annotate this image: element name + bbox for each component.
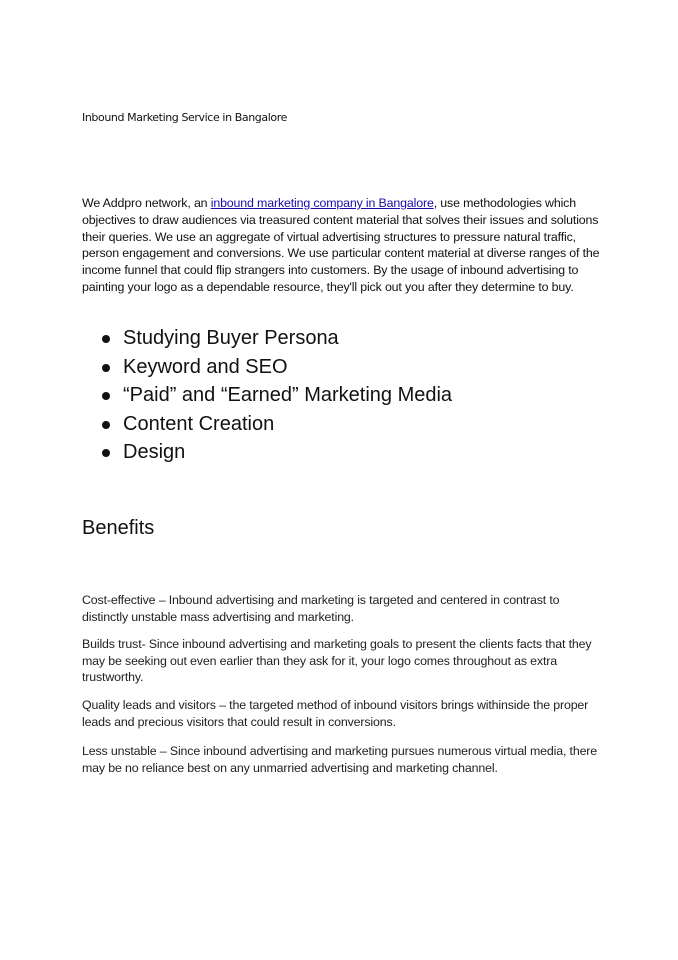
bullet-icon xyxy=(102,449,110,457)
benefit-paragraph: Less unstable – Since inbound advertising and marketing pursues numerous virtual media, there may be no reliance best on any unmarried advertising and marketing channel. xyxy=(82,744,598,775)
benefit-paragraph: Cost-effective – Inbound advertising and marketing is targeted and centered in contrast to distinctly unstable mass advertising and marketing. xyxy=(82,593,560,624)
list-item xyxy=(82,324,452,353)
benefits-heading: Benefits xyxy=(82,517,155,539)
bullet-icon xyxy=(102,364,110,372)
document-title: Inbound Marketing Service in Bangalore xyxy=(82,111,287,124)
bullet-icon xyxy=(102,335,110,343)
benefit-paragraph: Builds trust- Since inbound advertising and marketing goals to present the clients facts that they may be seeking out even earlier than they ask for it, your logo comes throughout as extra trustworthy. xyxy=(82,637,592,684)
intro-paragraph xyxy=(82,195,602,296)
intro-text-start: We Addpro network, an xyxy=(82,196,211,210)
list-item xyxy=(82,410,452,439)
bullet-icon xyxy=(102,392,110,400)
benefit-paragraph: Quality leads and visitors – the targeted method of inbound visitors brings withinside the proper leads and precious visitors that could result in conversions. xyxy=(82,698,589,729)
service-label: Studying Buyer Persona xyxy=(123,327,339,349)
list-item xyxy=(82,438,452,467)
service-label: “Paid” and “Earned” Marketing Media xyxy=(123,384,453,406)
service-label: Content Creation xyxy=(123,412,275,435)
service-label: Design xyxy=(123,441,186,463)
service-label: Keyword and SEO xyxy=(123,355,288,378)
list-item xyxy=(82,353,452,382)
services-list xyxy=(82,324,452,467)
inbound-marketing-link[interactable]: inbound marketing company in Bangalore xyxy=(210,196,434,210)
bullet-icon xyxy=(102,421,110,429)
intro-text-end: , use methodologies which objectives to draw audiences via treasured content material that solves their issues and solutions their queries. We use an aggregate of virtual advertising structures to pressure natural traffic, person engagement and conversions. We use particular content material at diverse ranges of the income funnel that could flip strangers into customers. By the usage of inbound advertising to painting your logo as a dependable resource, they'll pick out you after they determine to buy. xyxy=(82,196,600,294)
list-item xyxy=(82,381,452,410)
